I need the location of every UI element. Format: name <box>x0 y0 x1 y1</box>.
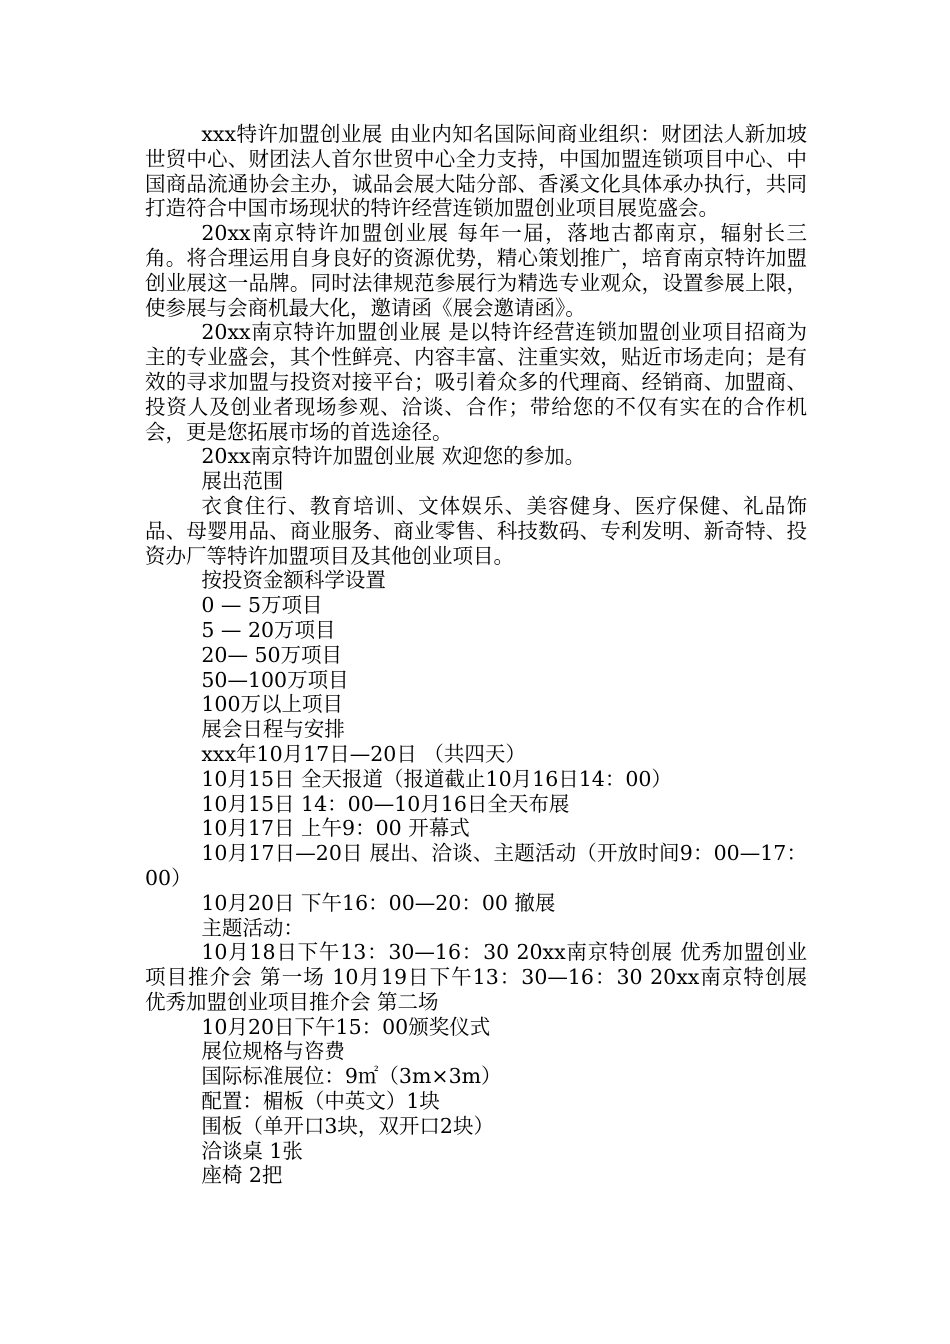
booth-config-chairs: 座椅 2把 <box>201 1163 283 1188</box>
list-item-tier-5: 100万以上项目 <box>201 692 344 717</box>
paragraph-annual: 20xx南京特许加盟创业展 每年一届，落地古都南京，辐射长三角。将合理运用自身良好的资源优势，精心策划推广，培育南京特许加盟创业展这一品牌。同时法律规范参展行为精选专业观众，设置参展上限，使参展与会商机最大化，邀请函《展会邀请函》。 <box>145 221 807 320</box>
theme-activities-award: 10月20日下午15：00颁奖仪式 <box>201 1014 491 1039</box>
paragraph-intro: xxx特许加盟创业展 由业内知名国际间商业组织：财团法人新加坡世贸中心、财团法人首尔世贸中心全力支持，中国加盟连锁项目中心、中国商品流通协会主办，诚品会展大陆分部、香溪文化具体承办执行，共同打造符合中国市场现状的特许经营连锁加盟创业项目展览盛会。 <box>145 122 807 221</box>
schedule-teardown: 10月20日 下午16：00—20：00 撤展 <box>201 890 556 915</box>
schedule-setup: 10月15日 14：00—10月16日全天布展 <box>201 791 570 816</box>
list-item-tier-4: 50—100万项目 <box>201 667 349 692</box>
list-item-tier-2: 5 — 20万项目 <box>201 617 336 642</box>
paragraph-welcome: 20xx南京特许加盟创业展 欢迎您的参加。 <box>201 444 586 469</box>
theme-activities-sessions: 10月18日下午13：30—16：30 20xx南京特创展 优秀加盟创业项目推介会 第一场 10月19日下午13：30—16：30 20xx南京特创展 优秀加盟创业项目推介会 第二场 <box>145 940 807 1014</box>
heading-theme-activities: 主题活动： <box>201 915 304 940</box>
document-body <box>145 122 807 1188</box>
paragraph-exhibit-scope: 衣食住行、教育培训、文体娱乐、美容健身、医疗保健、礼品饰品、母婴用品、商业服务、商业零售、科技数码、专利发明、新奇特、投资办厂等特许加盟项目及其他创业项目。 <box>145 493 807 568</box>
paragraph-description: 20xx南京特许加盟创业展 是以特许经营连锁加盟创业项目招商为主的专业盛会，其个性鲜亮、内容丰富、注重实效，贴近市场走向；是有效的寻求加盟与投资对接平台；吸引着众多的代理商、经销商、加盟商、投资人及创业者现场参观、洽谈、合作；带给您的不仅有实在的合作机会，更是您拓展市场的首选途径。 <box>145 320 807 444</box>
list-item-tier-3: 20— 50万项目 <box>201 642 343 667</box>
heading-booth-fees: 展位规格与咨费 <box>201 1039 345 1064</box>
list-item-tier-1: 0 — 5万项目 <box>201 593 323 618</box>
schedule-dates: xxx年10月17日—20日 （共四天） <box>201 741 526 766</box>
schedule-registration: 10月15日 全天报道（报道截止10月16日14：00） <box>201 766 672 791</box>
schedule-opening: 10月17日 上午9：00 开幕式 <box>201 816 470 841</box>
booth-standard: 国际标准展位：9㎡（3m×3m） <box>201 1064 502 1089</box>
schedule-exhibition: 10月17日—20日 展出、洽谈、主题活动（开放时间9：00—17：00） <box>145 841 807 890</box>
heading-exhibit-scope: 展出范围 <box>201 469 284 494</box>
booth-config-table: 洽谈桌 1张 <box>201 1138 303 1163</box>
heading-investment-tiers: 按投资金额科学设置 <box>201 568 386 593</box>
booth-config-fascia: 配置：楣板（中英文）1块 <box>201 1089 440 1114</box>
booth-config-panels: 围板（单开口3块，双开口2块） <box>201 1113 494 1138</box>
heading-schedule: 展会日程与安排 <box>201 717 345 742</box>
